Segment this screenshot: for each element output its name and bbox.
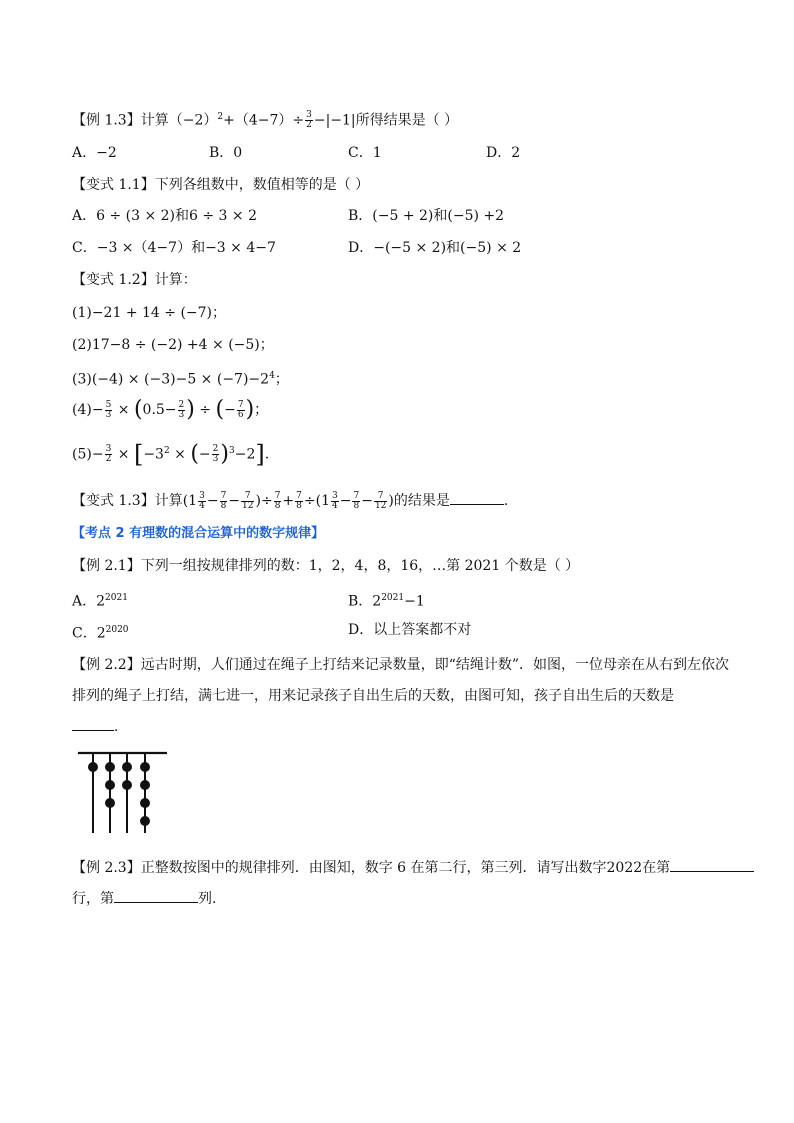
option-c: C．1 bbox=[348, 145, 382, 161]
question-text: 下列各组数中，数值相等的是（ ） bbox=[154, 177, 370, 193]
problem-2: (2)17−8 ÷ (−2) +4 × (−5)； bbox=[72, 337, 274, 353]
knot bbox=[140, 816, 150, 826]
answer-blank bbox=[72, 716, 114, 731]
question-text: 下列一组按规律排列的数：1，2，4，8，16，…第 2021 个数是（ ） bbox=[140, 558, 580, 574]
example-1-3 bbox=[72, 107, 458, 131]
knot bbox=[140, 762, 150, 772]
problem-1: (1)−21 + 14 ÷ (−7)； bbox=[72, 305, 227, 321]
option-b: B．(−5 + 2)和(−5) +2 bbox=[348, 208, 505, 224]
option-c: C．−3 ×（4−7）和−3 × 4−7 bbox=[72, 240, 276, 256]
question-text: −|−1|所得结果是（ ） bbox=[313, 112, 459, 129]
option-c: C．$2^{2020}$ bbox=[72, 625, 129, 642]
example-2-2-line1: 【例 2.2】远古时期，人们通过在绳子上打结来记录数量，即“结绳计数”．如图，一位母亲在从右到左依次 bbox=[72, 657, 730, 673]
example-label: 【变式 1.2】 bbox=[72, 272, 155, 288]
knot bbox=[88, 762, 98, 772]
section-heading: 【考点 2 有理数的混合运算中的数字规律】 bbox=[72, 526, 325, 541]
answer-blank bbox=[450, 490, 504, 505]
knot bbox=[105, 762, 115, 772]
exponent: 2 bbox=[217, 112, 224, 122]
option-a: A．$2^{2021}$ bbox=[72, 593, 128, 610]
knot bbox=[140, 780, 150, 790]
knot bbox=[105, 798, 115, 808]
option-a: A．−2 bbox=[72, 145, 117, 161]
option-d: D．以上答案都不对 bbox=[348, 622, 472, 638]
example-2-2-line3: . bbox=[72, 716, 118, 737]
example-2-3-line1: 【例 2.3】正整数按图中的规律排列．由图知，数字 6 在第二行，第三列．请写出数字2022在第 bbox=[72, 857, 754, 878]
example-label: 【例 1.3】 bbox=[72, 112, 141, 129]
variant-1-1 bbox=[72, 175, 369, 195]
option-a: A．6 ÷ (3 × 2)和6 ÷ 3 × 2 bbox=[72, 208, 258, 224]
fraction: $\frac{3}{2}$ bbox=[306, 110, 312, 131]
knot bbox=[122, 780, 132, 790]
problem-4: (4)− $\frac{5}{3}$ × (0.5− $\frac{2}{3}$ ) ÷ (− $\frac{7}{6}$ )； bbox=[72, 397, 269, 422]
problem-3: $(3)(-4) \times (-3)-5 \times (-7)-2^4$； bbox=[72, 371, 289, 388]
option-d: D．−(−5 × 2)和(−5) × 2 bbox=[348, 240, 522, 256]
answer-blank-row bbox=[670, 857, 754, 872]
knot-rope-figure bbox=[72, 745, 172, 837]
example-label: 【例 2.2】 bbox=[72, 657, 141, 673]
answer-blank-column bbox=[114, 888, 198, 903]
option-d: D．2 bbox=[486, 145, 521, 161]
variant-1-2 bbox=[72, 270, 197, 290]
option-b: B．0 bbox=[209, 145, 243, 161]
knot bbox=[140, 798, 150, 808]
example-label: 【变式 1.3】 bbox=[72, 493, 155, 509]
knot bbox=[122, 762, 132, 772]
example-2-2-line2: 排列的绳子上打结，满七进一，用来记录孩子自出生后的天数，由图可知，孩子自出生后的天数是 bbox=[72, 688, 674, 704]
question-text: 计算： bbox=[154, 272, 197, 288]
question-text: 计算（−2） bbox=[140, 112, 218, 129]
problem-5: (5)− $\frac{3}{2}$ × [$-3^2$ × (− $\frac{2}{3}$ )$^3$−2]. bbox=[72, 440, 270, 469]
example-2-3-line2: 行，第 列. bbox=[72, 888, 216, 909]
example-label: 【例 2.1】 bbox=[72, 558, 141, 574]
question-text: +（4−7）÷ bbox=[223, 112, 305, 129]
example-label: 【例 2.3】 bbox=[72, 860, 141, 876]
knot bbox=[105, 780, 115, 790]
example-label: 【变式 1.1】 bbox=[72, 177, 155, 193]
option-b: B．$2^{2021}-1$ bbox=[348, 593, 425, 610]
variant-1-3: 【变式 1.3】计算(1 $\frac{3}{4}$ − $\frac{7}{8}$ − $\frac{7}{12}$ )÷ $\frac{7}{8}$ + $\frac{7}{8}$ ÷(1 $\frac{3}{4}$ − $\frac{7}{8}$ − $\frac{7}{12}$ )的结果是 . bbox=[72, 490, 509, 511]
example-2-1 bbox=[72, 556, 579, 576]
